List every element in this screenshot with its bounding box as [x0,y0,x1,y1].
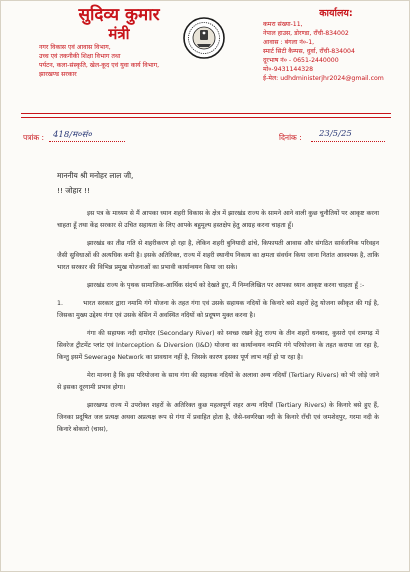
department-line: झारखण्ड सरकार [39,71,77,78]
office-address-line: कमरा संख्या-11, [263,21,303,28]
office-address-line: नेपाल हाउस, डोरण्डा, राँची-834002 [263,30,349,37]
office-title: कार्यालय: [319,8,353,19]
minister-name: सुदिव्य कुमार [78,5,160,25]
date-label: दिनांक : [279,133,302,142]
reference-label: पत्रांक : [23,133,45,142]
mobile-number: मो०-9431144328 [263,66,314,73]
reference-dotted-line [49,141,125,142]
date-dotted-line [311,141,385,142]
letterhead-right [263,7,409,83]
letter-paragraph: झारखण्ड राज्य में उपरोक्त शहरों के अतिरिक्त कुछ महत्वपूर्ण शहर अन्य नदियाँ (Tertiary Rivers) के किनारे बसे हुए हैं, जिनका प्रदूषित जल प्रत्यक्ष अथवा अप्रत्यक्ष रूप से गंगा में प्रवाहित होता है, जैसे-स्वर्णरेखा नदी के किनारे राँची एवं जमशेदपुर, गरमा नदी के किनारे बोकारो (चास), [57,402,379,433]
letter-paragraph: झारखंड का तीव्र गति से शहरीकरण हो रहा है, लेकिन शहरी बुनियादी ढांचे, किफायती आवास और संगठित सार्वजनिक परिवहन जैसी सुविधाओं की अत्यधिक कमी है। इसके अतिरिक्त, राज्य में शहरी स्थानीय निकाय का क्षमता संवर्धन किया जाना नितांत आवश्यक है, ताकि भारत सरकार की विभिन्न प्रमुख योजनाओं का प्रभावी कार्यान्वयन किया जा सके। [57,240,379,271]
header-divider-thin [21,117,391,118]
department-line: नगर विकास एवं आवास विभाग, [39,44,111,51]
state-emblem-icon [183,17,225,59]
minister-title: मंत्री [108,25,130,43]
letter-paragraph: इस पत्र के माध्यम से मैं आपका ध्यान शहरी विकास के क्षेत्र में झारखंड राज्य के सामने आने वाली कुछ चुनौतियों पर आकृष्ट करना चाहता हूँ तथा केंद्र सरकार से उचित सहायता के लिए आपके बहुमूल्य हस्तक्षेप हेतु आग्रह करना चाहता हूँ। [57,210,379,229]
letter-paragraph: मेरा मानना है कि इस परियोजना के साथ गंगा की सहायक नदियों के अलावा अन्य नदियाँ (Tertiary Rivers) को भी जोड़े जाने से इसका दूरगामी प्रभाव होगा। [57,372,379,391]
letter-body [57,208,379,442]
residence-address-line: स्मार्ट सिटी कैम्पस, धुर्वा, राँची-834004 [263,48,355,55]
email-address: ई-मेल: udhdministerjhr2024@gmail.com [263,75,384,82]
letterhead-left [39,5,199,79]
salutation: माननीय श्री मनोहर लाल जी, [57,171,134,180]
greeting: !! जोहार !! [57,186,90,195]
residence-address-line: आवास : बंगला नं०-1, [263,39,315,46]
date-value: 23/5/25 [319,129,352,139]
department-line: उच्च एवं तकनीकी शिक्षा विभाग तथा [39,53,121,60]
department-line: पर्यटन, कला-संस्कृति, खेल-कूद एवं युवा कार्य विभाग, [39,62,160,69]
header-divider [21,113,391,114]
paragraph-number: 1. [57,300,64,307]
phone-number: दूरभाष नं० - 0651-2440000 [263,57,339,64]
reference-number: 418/म०सं० [53,130,92,140]
paragraph-text: भारत सरकार द्वारा नमामि गंगे योजना के तहत गंगा एवं उसके सहायक नदियों के किनारे बसे शहरों हेतु योजना स्वीकृत की गई है, जिसका मुख्य उद्देश्य गंगा एवं उसके बेसिन में अवस्थित नदियों को प्रदूषण मुक्त करना है। [57,300,379,319]
letter-paragraph: गंगा की सहायक नदी दामोदर (Secondary River) को स्वच्छ रखने हेतु राज्य के तीन शहरों धनबाद, कुसरो एवं रामगढ़ में सिवरेज ट्रीटमेंट प्लांट एवं Interception & Diversion (I&D) योजना का कार्यान्वयन नमामि गंगे परियोजना के तहत कराया जा रहा है, किन्तु इसमें Sewerage Network का प्रावधान नहीं है, जिसके कारण इसका पूर्ण लाभ नहीं हो पा रहा है। [57,330,379,361]
letter-paragraph-numbered [57,298,379,322]
letter-paragraph: झारखंड राज्य के पृथक सामाजिक-आर्थिक संदर्भ को देखते हुए, मैं निम्नलिखित पर आपका ध्यान आकृष्ट करना चाहता हूँ :- [87,282,365,289]
